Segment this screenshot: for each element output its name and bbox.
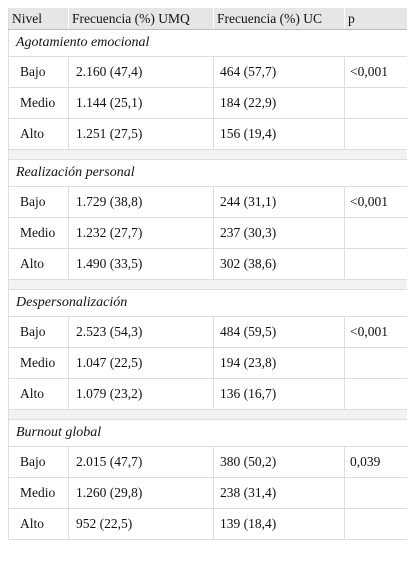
cell-p-value: 0,039 xyxy=(345,447,407,478)
table-row xyxy=(9,187,407,218)
cell-frecuencia-uc: 184 (22,9) xyxy=(214,88,345,119)
header-row xyxy=(9,8,407,30)
table-body xyxy=(9,30,407,540)
table-row xyxy=(9,249,407,280)
cell-nivel: Bajo xyxy=(9,187,69,218)
cell-p-value xyxy=(345,478,407,509)
cell-frecuencia-uc: 244 (31,1) xyxy=(214,187,345,218)
table-row xyxy=(9,379,407,410)
section-row xyxy=(9,160,407,187)
section-row xyxy=(9,420,407,447)
table-row xyxy=(9,447,407,478)
cell-frecuencia-umq: 1.251 (27,5) xyxy=(69,119,214,150)
cell-nivel: Bajo xyxy=(9,317,69,348)
cell-frecuencia-uc: 139 (18,4) xyxy=(214,509,345,540)
cell-frecuencia-uc: 484 (59,5) xyxy=(214,317,345,348)
table-row xyxy=(9,218,407,249)
section-row xyxy=(9,290,407,317)
table-row xyxy=(9,348,407,379)
header-frecuencia-umq: Frecuencia (%) UMQ xyxy=(69,8,214,30)
cell-p-value xyxy=(345,119,407,150)
table-row xyxy=(9,478,407,509)
cell-frecuencia-uc: 238 (31,4) xyxy=(214,478,345,509)
cell-p-value xyxy=(345,88,407,119)
cell-frecuencia-umq: 1.490 (33,5) xyxy=(69,249,214,280)
table-container xyxy=(8,8,406,540)
cell-nivel: Medio xyxy=(9,218,69,249)
cell-p-value xyxy=(345,509,407,540)
section-title: Burnout global xyxy=(9,420,407,447)
cell-frecuencia-umq: 2.160 (47,4) xyxy=(69,57,214,88)
section-title: Despersonalización xyxy=(9,290,407,317)
cell-nivel: Bajo xyxy=(9,57,69,88)
section-title: Realización personal xyxy=(9,160,407,187)
cell-frecuencia-uc: 237 (30,3) xyxy=(214,218,345,249)
divider-cell xyxy=(9,410,407,420)
cell-nivel: Alto xyxy=(9,249,69,280)
table-header xyxy=(9,8,407,30)
cell-frecuencia-umq: 1.079 (23,2) xyxy=(69,379,214,410)
cell-frecuencia-umq: 1.144 (25,1) xyxy=(69,88,214,119)
section-title: Agotamiento emocional xyxy=(9,30,407,57)
cell-frecuencia-umq: 1.232 (27,7) xyxy=(69,218,214,249)
header-frecuencia-uc: Frecuencia (%) UC xyxy=(214,8,345,30)
header-p: p xyxy=(345,8,407,30)
section-divider xyxy=(9,150,407,160)
cell-nivel: Medio xyxy=(9,88,69,119)
cell-nivel: Alto xyxy=(9,379,69,410)
divider-cell xyxy=(9,280,407,290)
cell-nivel: Medio xyxy=(9,348,69,379)
cell-p-value: <0,001 xyxy=(345,57,407,88)
table-row xyxy=(9,57,407,88)
divider-cell xyxy=(9,150,407,160)
section-row xyxy=(9,30,407,57)
table-row xyxy=(9,119,407,150)
cell-p-value xyxy=(345,379,407,410)
section-divider xyxy=(9,280,407,290)
cell-p-value xyxy=(345,249,407,280)
cell-nivel: Bajo xyxy=(9,447,69,478)
section-divider xyxy=(9,410,407,420)
cell-frecuencia-uc: 194 (23,8) xyxy=(214,348,345,379)
cell-nivel: Alto xyxy=(9,119,69,150)
cell-p-value xyxy=(345,218,407,249)
cell-nivel: Medio xyxy=(9,478,69,509)
cell-frecuencia-umq: 1.047 (22,5) xyxy=(69,348,214,379)
table-row xyxy=(9,88,407,119)
cell-frecuencia-umq: 952 (22,5) xyxy=(69,509,214,540)
cell-p-value: <0,001 xyxy=(345,317,407,348)
cell-frecuencia-uc: 156 (19,4) xyxy=(214,119,345,150)
cell-p-value: <0,001 xyxy=(345,187,407,218)
cell-frecuencia-umq: 1.260 (29,8) xyxy=(69,478,214,509)
cell-nivel: Alto xyxy=(9,509,69,540)
burnout-table xyxy=(8,8,407,540)
table-row xyxy=(9,317,407,348)
cell-p-value xyxy=(345,348,407,379)
header-nivel: Nivel xyxy=(9,8,69,30)
cell-frecuencia-umq: 2.015 (47,7) xyxy=(69,447,214,478)
cell-frecuencia-uc: 136 (16,7) xyxy=(214,379,345,410)
cell-frecuencia-uc: 464 (57,7) xyxy=(214,57,345,88)
cell-frecuencia-umq: 1.729 (38,8) xyxy=(69,187,214,218)
table-row xyxy=(9,509,407,540)
cell-frecuencia-uc: 302 (38,6) xyxy=(214,249,345,280)
cell-frecuencia-umq: 2.523 (54,3) xyxy=(69,317,214,348)
cell-frecuencia-uc: 380 (50,2) xyxy=(214,447,345,478)
